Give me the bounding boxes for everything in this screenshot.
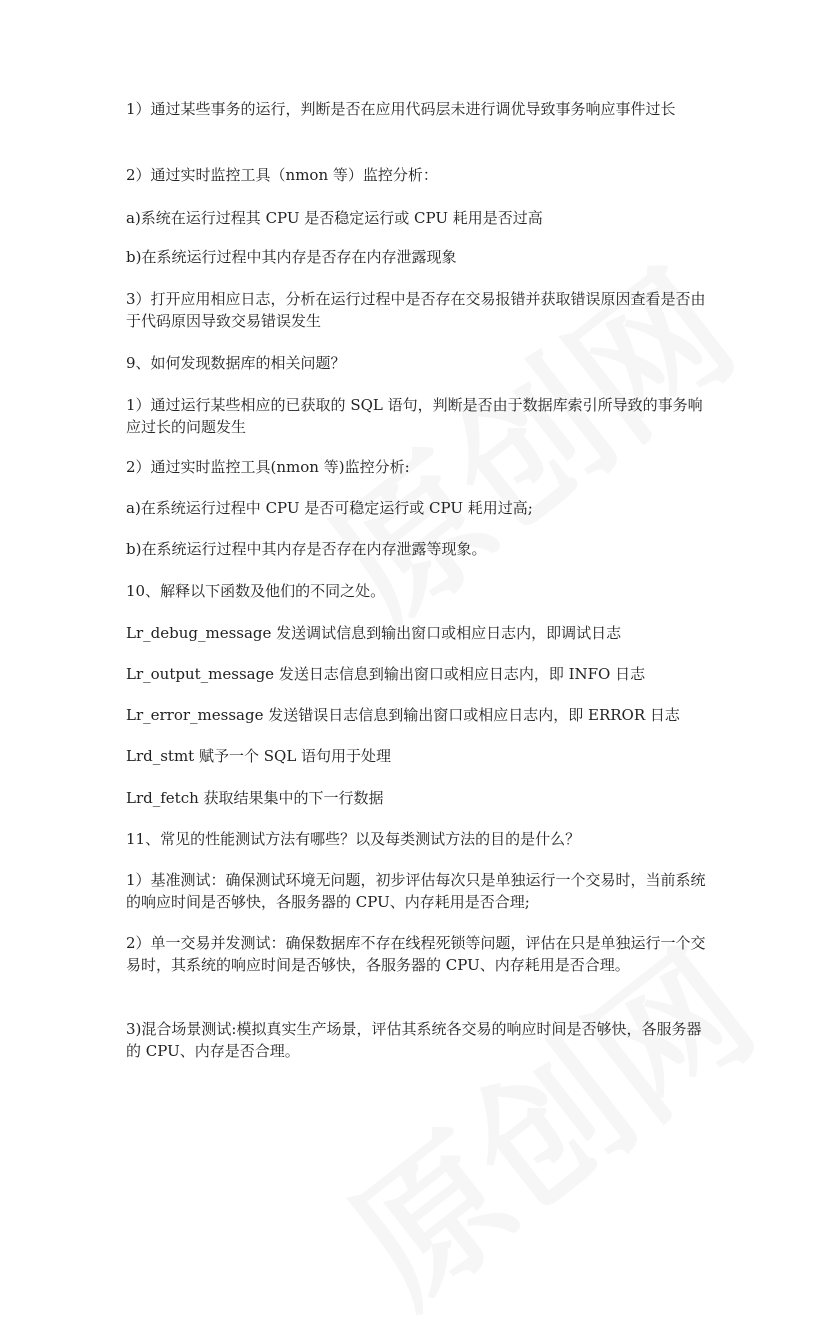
paragraph-baseline-test: 1）基准测试：确保测试环境无问题，初步评估每次只是单独运行一个交易时，当前系统的响应时间是否够快，各服务器的 CPU、内存耗用是否合理; — [126, 871, 706, 911]
section-heading-9: 9、如何发现数据库的相关问题？ — [126, 354, 346, 372]
function-lrd-stmt: Lrd_stmt 赋予一个 SQL 语句用于处理 — [126, 747, 392, 765]
paragraph-1: 1）通过某些事务的运行，判断是否在应用代码层未进行调优导致事务响应事件过长 — [126, 100, 676, 118]
function-lr-debug-message: Lr_debug_message 发送调试信息到输出窗口或相应日志内，即调试日志 — [126, 624, 622, 642]
paragraph-2: 2）通过实时监控工具（nmon 等）监控分析： — [126, 166, 438, 184]
paragraph-8: 2）通过实时监控工具(nmon 等)监控分析: — [126, 458, 410, 476]
paragraph-10: b)在系统运行过程中其内存是否存在内存泄露等现象。 — [126, 540, 487, 558]
paragraph-4: b)在系统运行过程中其内存是否存在内存泄露现象 — [126, 248, 457, 266]
section-heading-11: 11、常见的性能测试方法有哪些？以及每类测试方法的目的是什么？ — [126, 830, 581, 848]
paragraph-5: 3）打开应用相应日志，分析在运行过程中是否存在交易报错并获取错误原因查看是否由于代码原因导致交易错误发生 — [126, 290, 706, 330]
paragraph-3: a)系统在运行过程其 CPU 是否稳定运行或 CPU 耗用是否过高 — [126, 209, 543, 227]
paragraph-single-transaction-test: 2）单一交易并发测试：确保数据库不存在线程死锁等问题，评估在只是单独运行一个交易时，其系统的响应时间是否够快，各服务器的 CPU、内存耗用是否合理。 — [126, 934, 706, 974]
section-heading-10: 10、解释以下函数及他们的不同之处。 — [126, 582, 386, 600]
function-lrd-fetch: Lrd_fetch 获取结果集中的下一行数据 — [126, 789, 384, 807]
paragraph-mixed-scenario-test: 3)混合场景测试:模拟真实生产场景，评估其系统各交易的响应时间是否够快，各服务器的 CPU、内存是否合理。 — [126, 1020, 702, 1060]
function-lr-output-message: Lr_output_message 发送日志信息到输出窗口或相应日志内，即 INFO 日志 — [126, 665, 646, 683]
paragraph-7: 1）通过运行某些相应的已获取的 SQL 语句，判断是否由于数据库索引所导致的事务响应过长的问题发生 — [126, 396, 703, 436]
paragraph-9: a)在系统运行过程中 CPU 是否可稳定运行或 CPU 耗用过高; — [126, 499, 533, 517]
function-lr-error-message: Lr_error_message 发送错误日志信息到输出窗口或相应日志内，即 ERROR 日志 — [126, 706, 680, 724]
